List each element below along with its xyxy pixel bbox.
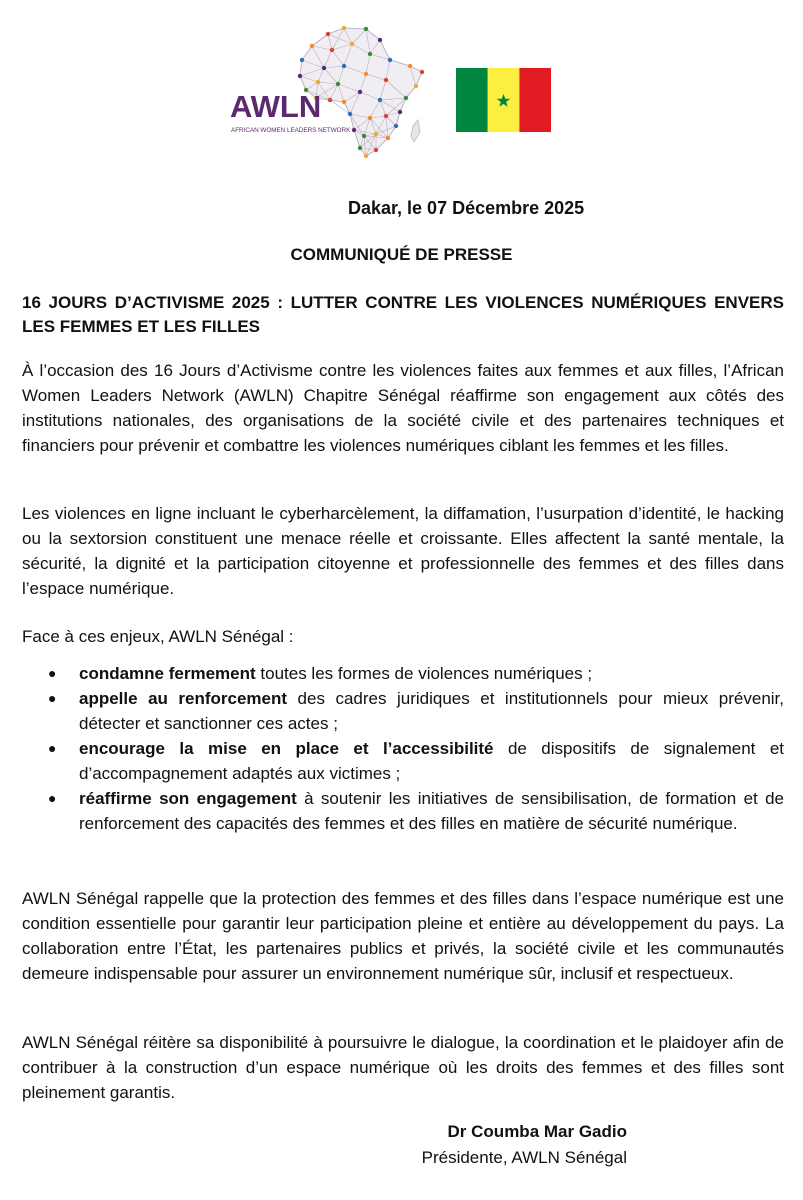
madagascar-island — [411, 120, 420, 142]
network-node — [378, 98, 382, 102]
paragraph-lead-in: Face à ces enjeux, AWLN Sénégal : — [22, 627, 294, 646]
network-node — [384, 114, 388, 118]
network-node — [352, 128, 356, 132]
network-node — [336, 82, 340, 86]
list-item-text: toutes les formes de violences numériques ; — [255, 664, 593, 683]
network-node — [298, 74, 302, 78]
network-node — [388, 58, 392, 62]
network-node — [330, 48, 334, 52]
press-release-label: COMMUNIQUÉ DE PRESSE — [290, 245, 513, 264]
network-node — [374, 148, 378, 152]
list-item-text: des cadres juridiques et institutionnels pour mieux prévenir, détecter et sanctionner ces actes ; — [79, 689, 784, 733]
network-node — [348, 112, 352, 116]
paragraph-availability: AWLN Sénégal réitère sa disponibilité à poursuivre le dialogue, la coordination et le plaidoyer afin de contribuer à la construction d’un espace numérique où les droits des femmes et des filles sont pleinement garantis. — [22, 1033, 784, 1102]
headline: 16 JOURS D’ACTIVISME 2025 : LUTTER CONTRE LES VIOLENCES NUMÉRIQUES ENVERS LES FEMMES ET LES FILLES — [22, 293, 784, 336]
senegal-flag-icon — [456, 68, 551, 132]
network-node — [342, 26, 346, 30]
network-node — [398, 110, 402, 114]
paragraph-online-violence: Les violences en ligne incluant le cyberharcèlement, la diffamation, l’usurpation d’identité, le hacking ou la sextorsion constituent une menace réelle et croissante. Elles affectent la santé mentale, la sécurité, la dignité et la participation citoyenne et professionnelle des femmes et des filles dans l’espace numérique. — [22, 504, 784, 598]
bullet-icon: ● — [48, 690, 57, 706]
network-node — [364, 154, 368, 158]
list-item — [22, 686, 784, 736]
network-node — [342, 64, 346, 68]
bullet-icon: ● — [48, 740, 57, 756]
bullet-icon: ● — [48, 665, 57, 681]
network-node — [368, 116, 372, 120]
network-node — [322, 66, 326, 70]
network-node — [378, 38, 382, 42]
list-item — [22, 786, 784, 836]
list-item — [22, 736, 784, 786]
network-node — [404, 96, 408, 100]
paragraph-protection: AWLN Sénégal rappelle que la protection des femmes et des filles dans l’espace numérique est une condition essentielle pour garantir leur participation pleine et entière au développement du pays. La collaboration entre l’État, les partenaires publics et privés, la société civile et les communautés demeure indispensable pour assurer un environnement numérique sûr, inclusif et respectueux. — [22, 889, 784, 983]
network-node — [310, 44, 314, 48]
list-item-bold: appelle au renforcement — [79, 689, 288, 708]
network-node — [386, 136, 390, 140]
commitments-list — [22, 661, 784, 836]
awln-wordmark: AWLN — [230, 89, 322, 124]
list-item-bold: réaffirme son engagement — [79, 789, 297, 808]
africa-network-map-icon — [220, 20, 435, 165]
network-node — [408, 64, 412, 68]
network-node — [374, 132, 378, 136]
network-node — [342, 100, 346, 104]
paragraph-intro: À l’occasion des 16 Jours d’Activisme contre les violences faites aux femmes et aux filles, l’African Women Leaders Network (AWLN) Chapitre Sénégal réaffirme son engagement aux côtés des institutions nationales, des organisations de la société civile et des partenaires techniques et financiers pour prévenir et combattre les violences numériques ciblant les femmes et les filles. — [22, 361, 784, 455]
network-node — [358, 90, 362, 94]
list-item-text: de dispositifs de signalement et d’accompagnement adaptés aux victimes ; — [79, 739, 784, 783]
network-node — [326, 32, 330, 36]
bullet-icon: ● — [48, 790, 57, 806]
date-line: Dakar, le 07 Décembre 2025 — [348, 198, 585, 218]
network-node — [350, 42, 354, 46]
signatory-role: Présidente, AWLN Sénégal — [421, 1148, 627, 1167]
signatory-name: Dr Coumba Mar Gadio — [447, 1122, 627, 1141]
list-item-bold: condamne fermement — [79, 664, 256, 683]
network-node — [328, 98, 332, 102]
list-item-bold: encourage la mise en place et l’accessibilité — [79, 739, 494, 758]
awln-subtitle: AFRICAN WOMEN LEADERS NETWORK — [231, 127, 351, 134]
network-node — [364, 72, 368, 76]
network-node — [384, 78, 388, 82]
network-node — [420, 70, 424, 74]
network-node — [362, 134, 366, 138]
network-node — [394, 124, 398, 128]
list-item-text: à soutenir les initiatives de sensibilisation, de formation et de renforcement des capacités des femmes et des filles en matière de sécurité numérique. — [79, 789, 784, 833]
network-node — [368, 52, 372, 56]
network-node — [358, 146, 362, 150]
network-node — [364, 27, 368, 31]
list-item — [22, 661, 784, 686]
flag-green-band — [456, 68, 488, 132]
network-node — [316, 80, 320, 84]
network-node — [414, 84, 418, 88]
flag-red-band — [519, 68, 551, 132]
network-node — [300, 58, 304, 62]
awln-logo — [220, 20, 435, 165]
